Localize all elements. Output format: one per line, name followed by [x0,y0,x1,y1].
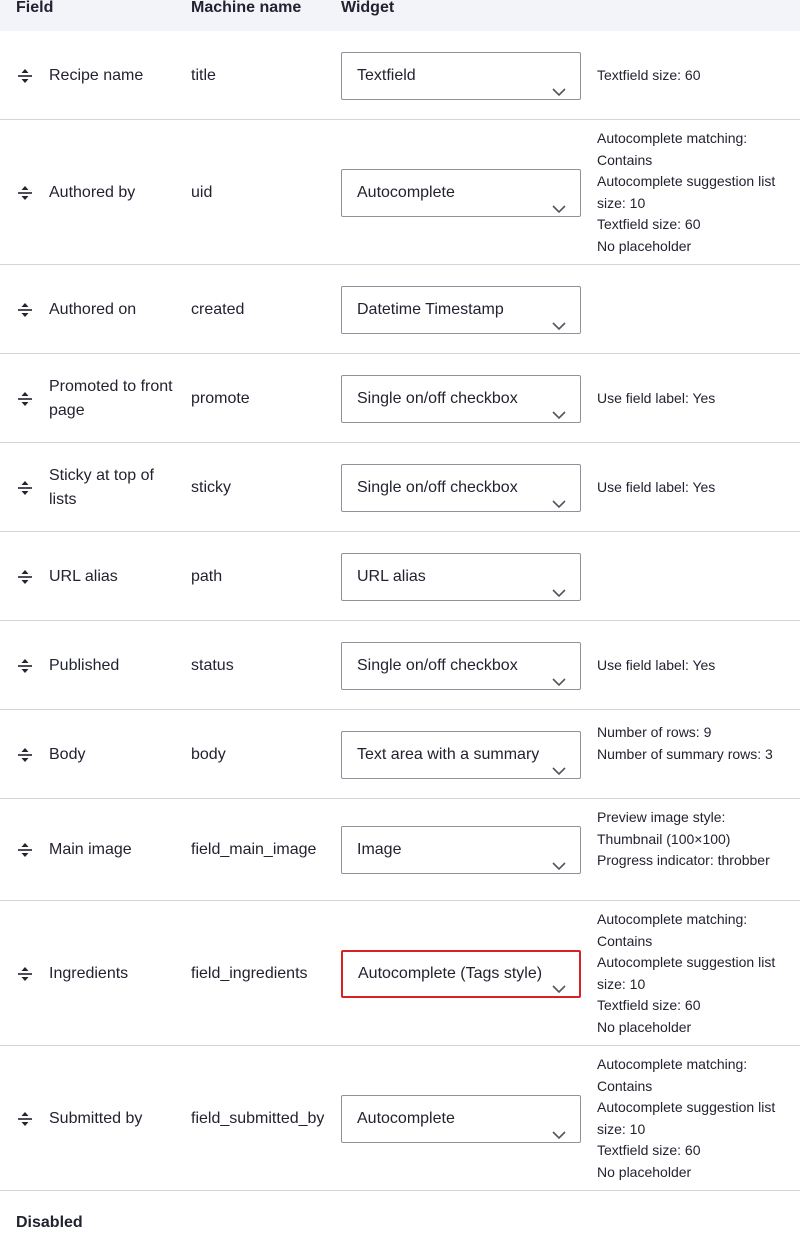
table-row [0,120,800,265]
widget-summary [597,655,787,677]
disabled-section-title: Disabled [16,1214,83,1231]
machine-name: created [191,300,245,318]
table-row [0,31,800,120]
widget-summary [597,477,787,499]
drag-handle-icon[interactable] [17,185,33,201]
summary-line: No placeholder [597,1018,692,1035]
table-row [0,354,800,443]
column-header-machine-name: Machine name [191,0,302,16]
widget-select-value: Single on/off checkbox [357,656,518,674]
drag-handle-icon[interactable] [17,68,33,84]
widget-summary [597,65,787,87]
summary-line: Textfield size: 60 [597,66,701,83]
summary-line: Number of summary rows: 3 [597,745,773,762]
machine-name: field_ingredients [191,964,308,982]
field-label: Main image [49,841,132,858]
summary-line: Autocomplete suggestion list size: 10 [597,1099,776,1137]
field-label: Authored on [49,300,137,318]
machine-name: body [191,745,226,763]
widget-select[interactable] [341,642,581,690]
widget-select-value: Image [357,841,402,858]
widget-select[interactable] [341,169,581,217]
summary-line: Textfield size: 60 [597,1142,701,1158]
drag-handle-icon[interactable] [17,302,33,318]
table-row [0,265,800,354]
widget-summary [597,722,787,765]
field-label: Submitted by [49,1109,143,1127]
field-label: Authored by [49,183,136,201]
summary-line: Number of rows: 9 [597,724,712,741]
widget-select[interactable] [341,950,581,998]
machine-name: field_submitted_by [191,1109,325,1127]
drag-handle-icon[interactable] [17,658,33,674]
drag-handle-icon[interactable] [17,391,33,407]
chevron-down-icon [552,187,566,197]
machine-name: status [191,656,234,674]
field-label: Sticky at top of lists [49,466,154,508]
widget-select[interactable] [341,553,581,601]
summary-line: Autocomplete matching: Contains [597,1056,748,1094]
chevron-down-icon [552,968,566,978]
chevron-down-icon [552,304,566,314]
summary-line: No placeholder [597,1163,692,1180]
drag-handle-icon[interactable] [17,569,33,585]
widget-select-value: Autocomplete (Tags style) [358,964,543,982]
drag-handle-icon[interactable] [17,966,33,982]
table-row [0,621,800,710]
widget-select-value: Autocomplete [357,1109,455,1127]
widget-summary [597,807,787,872]
widget-select[interactable] [341,826,581,874]
chevron-down-icon [552,844,566,854]
machine-name: sticky [191,478,231,496]
machine-name: title [191,66,216,84]
field-label: Body [49,745,86,763]
field-label: Ingredients [49,964,129,982]
summary-line: Autocomplete suggestion list size: 10 [597,173,776,211]
summary-line: Use field label: Yes [597,656,716,673]
widget-select[interactable] [341,52,581,100]
table-header [0,0,800,31]
widget-select-value: URL alias [357,567,426,585]
summary-line: Preview image style: Thumbnail (100×100) [597,809,731,847]
drag-handle-icon[interactable] [17,842,33,858]
widget-select-value: Single on/off checkbox [357,389,518,407]
widget-summary [597,1054,787,1183]
chevron-down-icon [552,749,566,759]
column-header-widget: Widget [341,0,395,16]
summary-line: Use field label: Yes [597,478,716,495]
summary-line: Autocomplete matching: Contains [597,130,748,168]
field-label: Recipe name [49,66,144,84]
drag-handle-icon[interactable] [17,1111,33,1127]
summary-line: Autocomplete suggestion list size: 10 [597,954,776,992]
summary-line: Autocomplete matching: Contains [597,911,748,949]
widget-select[interactable] [341,464,581,512]
summary-line: Textfield size: 60 [597,216,701,232]
widget-select[interactable] [341,286,581,334]
summary-line: No placeholder [597,237,692,254]
chevron-down-icon [552,571,566,581]
widget-summary [597,388,787,410]
drag-handle-icon[interactable] [17,747,33,763]
summary-line: Progress indicator: throbber [597,852,770,868]
field-label: URL alias [49,567,118,585]
machine-name: field_main_image [191,841,317,858]
widget-select-value: Datetime Timestamp [357,300,504,318]
table-row [0,710,800,799]
chevron-down-icon [552,482,566,492]
widget-select-value: Single on/off checkbox [357,478,518,496]
widget-select[interactable] [341,1095,581,1143]
widget-select[interactable] [341,731,581,779]
field-label: Published [49,656,120,674]
machine-name: uid [191,183,213,201]
summary-line: Use field label: Yes [597,389,716,406]
table-row [0,799,800,901]
chevron-down-icon [552,70,566,80]
drag-handle-icon[interactable] [17,480,33,496]
widget-summary [597,909,787,1038]
column-header-field: Field [16,0,54,16]
widget-summary [597,128,787,257]
chevron-down-icon [552,660,566,670]
widget-select-value: Text area with a summary [357,745,540,763]
chevron-down-icon [552,393,566,403]
widget-select-value: Autocomplete [357,183,455,201]
table-row [0,532,800,621]
chevron-down-icon [552,1113,566,1123]
table-row [0,1046,800,1191]
table-row [0,901,800,1046]
machine-name: path [191,567,223,585]
widget-select[interactable] [341,375,581,423]
machine-name: promote [191,389,250,407]
table-row [0,443,800,532]
summary-line: Textfield size: 60 [597,997,701,1013]
field-label: Promoted to front page [49,377,173,419]
widget-select-value: Textfield [357,66,416,84]
